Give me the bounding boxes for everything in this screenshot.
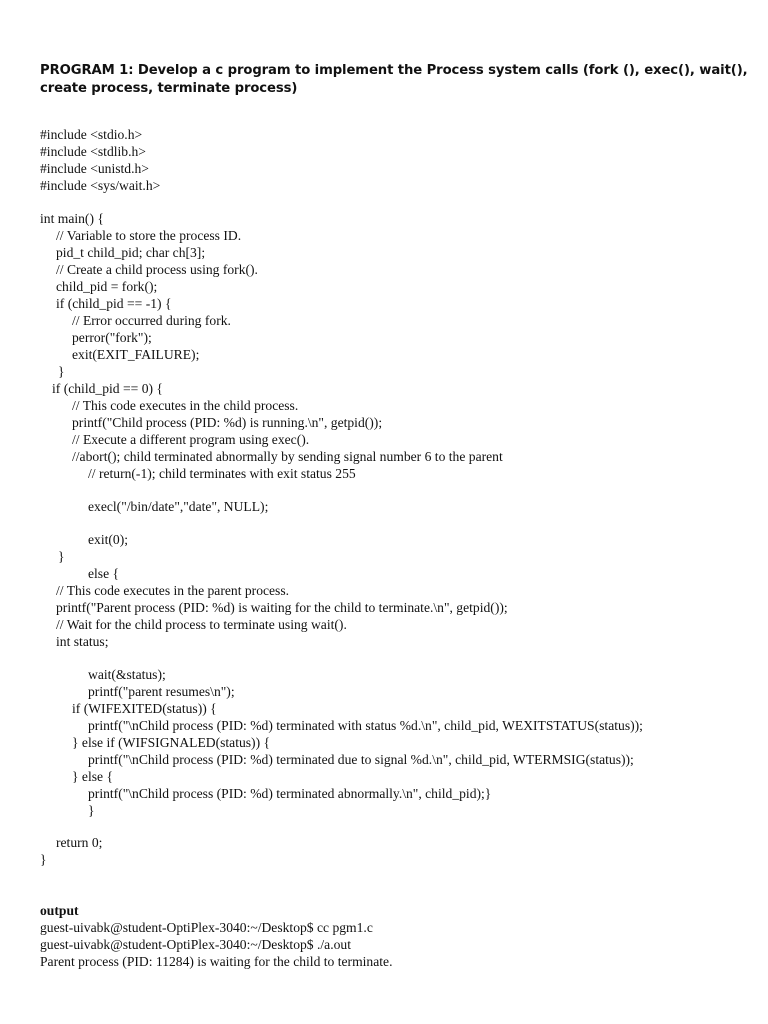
code-line: else {: [88, 566, 120, 581]
code-line: printf("\nChild process (PID: %d) terminated abnormally.\n", child_pid);}: [88, 786, 492, 801]
code-line: if (child_pid == 0) {: [52, 381, 163, 396]
code-line: wait(&status);: [88, 667, 166, 682]
code-line: execl("/bin/date","date", NULL);: [88, 499, 269, 514]
code-line: int main() {: [40, 211, 104, 226]
code-line: printf("Child process (PID: %d) is running.\n", getpid());: [72, 415, 383, 430]
output-line: Parent process (PID: 11284) is waiting for the child to terminate.: [40, 954, 393, 969]
code-line: if (child_pid == -1) {: [56, 296, 172, 311]
output-heading: output: [40, 903, 79, 918]
code-line: // Execute a different program using exec().: [72, 432, 310, 447]
code-line: #include <unistd.h>: [40, 161, 149, 176]
code-line: printf("Parent process (PID: %d) is waiting for the child to terminate.\n", getpid());: [56, 600, 508, 615]
code-line: //abort(); child terminated abnormally by sending signal number 6 to the parent: [72, 449, 503, 464]
code-line: exit(EXIT_FAILURE);: [72, 347, 200, 362]
code-line: printf("parent resumes\n");: [88, 684, 235, 699]
code-line: } else if (WIFSIGNALED(status)) {: [72, 735, 271, 750]
code-line: child_pid = fork();: [56, 279, 158, 294]
code-line: // Wait for the child process to terminate using wait().: [56, 617, 347, 632]
title-line-1: PROGRAM 1: Develop a c program to implement the Process system calls (fork (), exec(), wait(),: [40, 63, 748, 78]
code-line: }: [58, 549, 65, 564]
code-line: if (WIFEXITED(status)) {: [72, 701, 217, 716]
code-line: }: [88, 803, 95, 818]
code-line: perror("fork");: [72, 330, 152, 345]
code-line: // This code executes in the child process.: [72, 398, 299, 413]
output-line: guest-uivabk@student-OptiPlex-3040:~/Desktop$ ./a.out: [40, 937, 351, 952]
code-line: // Create a child process using fork().: [56, 262, 258, 277]
code-line: #include <stdlib.h>: [40, 144, 146, 159]
code-line: printf("\nChild process (PID: %d) terminated due to signal %d.\n", child_pid, WTERMSIG(status));: [88, 752, 634, 767]
code-line: int status;: [56, 634, 109, 649]
title-line-2: create process, terminate process): [40, 81, 298, 96]
code-line: }: [40, 852, 47, 867]
code-line: // Variable to store the process ID.: [56, 228, 242, 243]
code-line: return 0;: [56, 835, 103, 850]
code-line: #include <sys/wait.h>: [40, 178, 161, 193]
code-line: printf("\nChild process (PID: %d) terminated with status %d.\n", child_pid, WEXITSTATUS(status));: [88, 718, 643, 733]
code-line: exit(0);: [88, 532, 129, 547]
code-line: // Error occurred during fork.: [72, 313, 231, 328]
code-line: } else {: [72, 769, 113, 784]
code-line: // This code executes in the parent process.: [56, 583, 290, 598]
code-line: // return(-1); child terminates with exit status 255: [88, 466, 356, 481]
code-line: }: [58, 364, 65, 379]
code-line: pid_t child_pid; char ch[3];: [56, 245, 206, 260]
code-line: #include <stdio.h>: [40, 127, 143, 142]
output-line: guest-uivabk@student-OptiPlex-3040:~/Desktop$ cc pgm1.c: [40, 920, 373, 935]
